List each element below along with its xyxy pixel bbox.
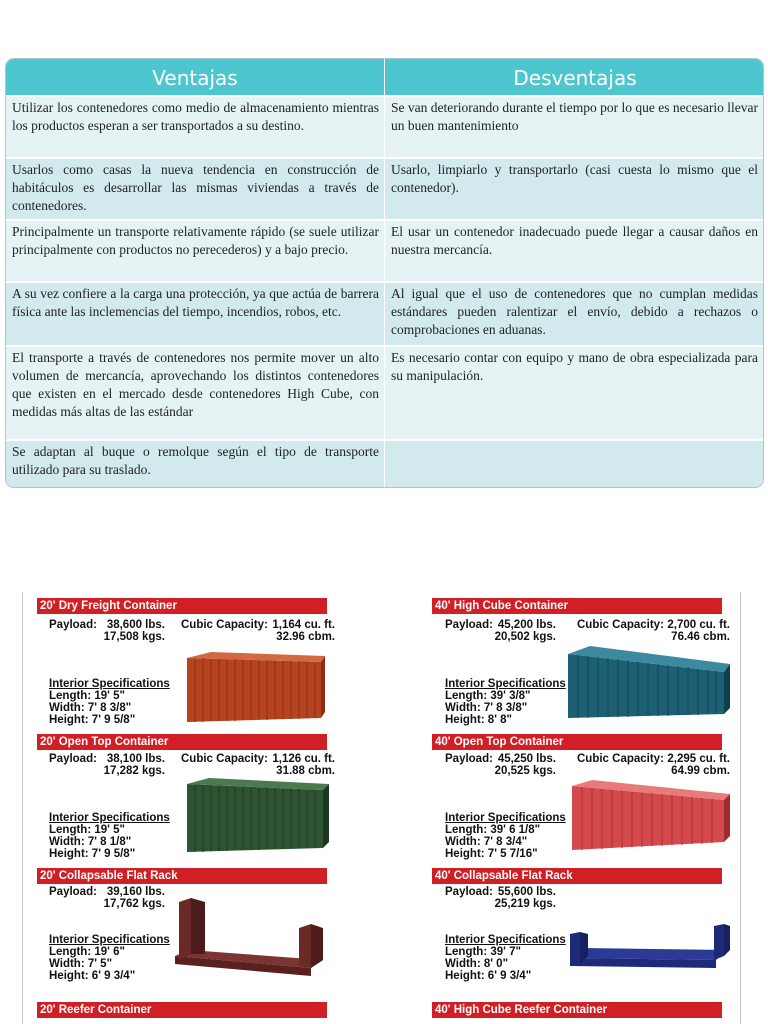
section-title: 20' Reefer Container: [37, 1002, 327, 1018]
desventaja-cell: Se van deteriorando durante el tiempo por lo que es necesario llevar un buen mantenimiento: [391, 100, 758, 133]
capacity-cbm: 31.88 cbm.: [276, 765, 335, 777]
spec-height: Height: 7' 9 5/8": [49, 848, 136, 860]
opentop-container-image: [181, 776, 331, 856]
payload-lbs: 45,250 lbs.: [497, 753, 556, 765]
spec-height: Height: 7' 5 7/16": [445, 848, 538, 860]
spec-length: Length: 39' 3/8": [445, 690, 531, 702]
payload-label: Payload:: [445, 886, 493, 898]
spec-flatrack-40: [420, 868, 740, 998]
specs-title: Interior Specifications: [445, 934, 566, 946]
specs-title: Interior Specifications: [445, 812, 566, 824]
flatrack-image: [171, 898, 331, 990]
specs-title: Interior Specifications: [49, 678, 170, 690]
payload-lbs: 38,100 lbs.: [106, 753, 165, 765]
section-title: 20' Dry Freight Container: [37, 598, 327, 614]
payload-kgs: 17,762 kgs.: [103, 898, 165, 910]
capacity-cbm: 32.96 cbm.: [276, 631, 335, 643]
spec-height: Height: 6' 9 3/4": [49, 970, 136, 982]
capacity-ft: 2,700 cu. ft.: [667, 619, 730, 631]
specs-title: Interior Specifications: [49, 934, 170, 946]
capacity-ft: 1,164 cu. ft.: [272, 619, 335, 631]
section-title: 40' High Cube Container: [432, 598, 722, 614]
payload-lbs: 38,600 lbs.: [106, 619, 165, 631]
desventaja-cell: Usarlo, limpiarlo y transportarlo (casi cuesta lo mismo que el contenedor).: [391, 162, 758, 195]
capacity-cbm: 76.46 cbm.: [671, 631, 730, 643]
ventaja-cell: Principalmente un transporte relativamente rápido (se suele utilizar principalmente con productos no perecederos) y a bajo precio.: [12, 224, 379, 257]
spec-height: Height: 8' 8": [445, 714, 512, 726]
flatrack40-image: [566, 912, 736, 984]
section-title: 20' Collapsable Flat Rack: [37, 868, 327, 884]
ventaja-cell: Usarlos como casas la nueva tendencia en construcción de habitáculos es desarrollar las mismas viviendas a través de contenedores.: [12, 162, 379, 213]
desventaja-cell: Es necesario contar con equipo y mano de obra especializada para su manipulación.: [391, 350, 758, 383]
section-title: 40' High Cube Reefer Container: [432, 1002, 722, 1018]
opentop40-container-image: [568, 778, 734, 858]
ventaja-cell: El transporte a través de contenedores nos permite mover un alto volumen de mercancía, aprovechando los distintos contenedores que existen en el mercado desde contenedores High Cube, con medidas más altas de las estándar: [12, 350, 379, 419]
spec-dry-20: [23, 598, 343, 732]
ventaja-cell: A su vez confiere a la carga una protección, ya que actúa de barrera física ante las inclemencias del tiempo, incendios, robos, etc.: [12, 286, 379, 319]
container-specs-left: [22, 592, 343, 1024]
capacity-ft: 2,295 cu. ft.: [667, 753, 730, 765]
payload-kgs: 20,502 kgs.: [494, 631, 556, 643]
spec-highcube-reefer-40: [420, 1002, 740, 1024]
specs-title: Interior Specifications: [49, 812, 170, 824]
spec-length: Length: 19' 6": [49, 946, 125, 958]
container-body: [187, 658, 321, 722]
payload-kgs: 20,525 kgs.: [494, 765, 556, 777]
spec-width: Width: 7' 8 3/8": [445, 702, 528, 714]
capacity-label: Cubic Capacity:: [577, 619, 664, 631]
dry-container-image: [181, 648, 329, 728]
container-specs-right: [420, 592, 741, 1024]
spec-width: Width: 8' 0": [445, 958, 509, 970]
payload-lbs: 45,200 lbs.: [497, 619, 556, 631]
payload-label: Payload:: [49, 619, 97, 631]
specs-title: Interior Specifications: [445, 678, 566, 690]
spec-height: Height: 6' 9 3/4": [445, 970, 532, 982]
section-title: 40' Open Top Container: [432, 734, 722, 750]
ventaja-cell: Utilizar los contenedores como medio de almacenamiento mientras los productos esperan a ser transportados a su destino.: [12, 100, 379, 133]
capacity-ft: 1,126 cu. ft.: [272, 753, 335, 765]
column-divider: [384, 59, 385, 487]
highcube-container-image: [564, 642, 734, 726]
ventaja-cell: Se adaptan al buque o remolque según el tipo de transporte utilizado para su traslado.: [12, 444, 379, 477]
section-title: 40' Collapsable Flat Rack: [432, 868, 722, 884]
payload-label: Payload:: [49, 886, 97, 898]
spec-length: Length: 39' 7": [445, 946, 521, 958]
section-title: 20' Open Top Container: [37, 734, 327, 750]
spec-highcube-40: [420, 598, 740, 732]
advantages-table: [5, 58, 764, 488]
spec-width: Width: 7' 8 3/4": [445, 836, 528, 848]
spec-length: Length: 19' 5": [49, 690, 125, 702]
desventaja-cell: Al igual que el uso de contenedores que no cumplan medidas estándares pueden ralentizar el envío, debido a rechazos o comprobaciones en aduanas.: [391, 286, 758, 337]
capacity-cbm: 64.99 cbm.: [671, 765, 730, 777]
spec-width: Width: 7' 8 1/8": [49, 836, 132, 848]
header-desventajas: Desventajas: [513, 66, 637, 90]
header-ventajas: Ventajas: [152, 66, 238, 90]
capacity-label: Cubic Capacity:: [181, 619, 268, 631]
spec-opentop-40: [420, 734, 740, 866]
spec-width: Width: 7' 5": [49, 958, 113, 970]
container-body: [187, 784, 323, 852]
payload-kgs: 17,508 kgs.: [103, 631, 165, 643]
spec-flatrack-20: [23, 868, 343, 998]
spec-height: Height: 7' 9 5/8": [49, 714, 136, 726]
spec-reefer-20: [23, 1002, 343, 1024]
payload-lbs: 39,160 lbs.: [106, 886, 165, 898]
flatrack-deck: [570, 948, 728, 960]
payload-label: Payload:: [445, 753, 493, 765]
payload-lbs: 55,600 lbs.: [497, 886, 556, 898]
desventaja-cell: El usar un contenedor inadecuado puede llegar a causar daños en nuestra mercancía.: [391, 224, 758, 257]
spec-width: Width: 7' 8 3/8": [49, 702, 132, 714]
spec-opentop-20: [23, 734, 343, 866]
spec-length: Length: 39' 6 1/8": [445, 824, 541, 836]
payload-label: Payload:: [445, 619, 493, 631]
capacity-label: Cubic Capacity:: [577, 753, 664, 765]
payload-kgs: 25,219 kgs.: [494, 898, 556, 910]
payload-kgs: 17,282 kgs.: [103, 765, 165, 777]
capacity-label: Cubic Capacity:: [181, 753, 268, 765]
payload-label: Payload:: [49, 753, 97, 765]
spec-length: Length: 19' 5": [49, 824, 125, 836]
